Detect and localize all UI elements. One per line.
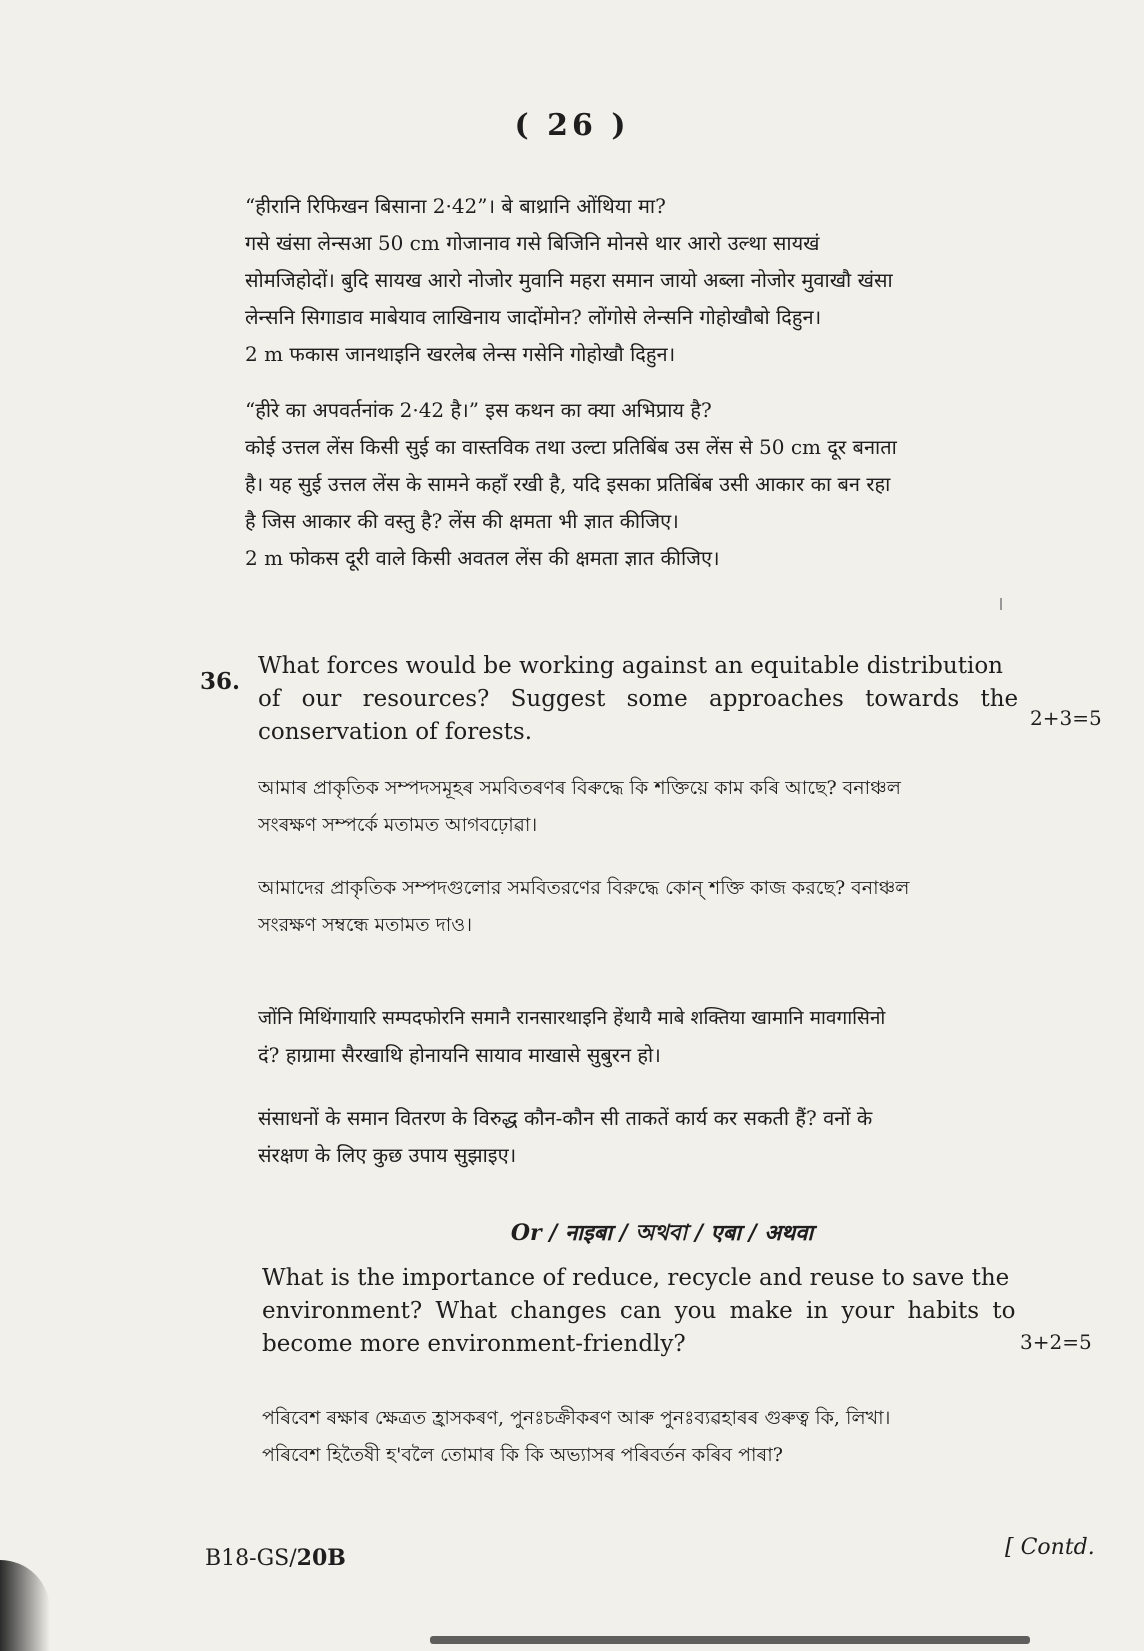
text-line: environment? What changes can you make in your habits to	[262, 1298, 1016, 1324]
q36-bodo-text	[258, 1000, 1038, 1074]
text-line: है। यह सुई उत्तल लेंस के सामने कहाँ रखी है, यदि इसका प्रतिबिंब उसी आकार का बन रहा	[245, 472, 891, 496]
question-number: 36.	[200, 668, 241, 695]
or-separator: Or / नाइबा / অথবা / एबा / अथवा	[510, 1220, 814, 1246]
q36-alt-english-text	[262, 1262, 1032, 1361]
q35-hindi-text	[245, 392, 1035, 577]
text-line: conservation of forests.	[258, 719, 533, 745]
text-line: है जिस आकार की वस्तु है? लेंस की क्षमता भी ज्ञात कीजिए।	[245, 509, 679, 533]
text-line: become more environment-friendly?	[262, 1331, 686, 1357]
text-line: পৰিবেশ হিতৈষী হ'বলৈ তোমাৰ কি কি অভ্যাসৰ পৰিবৰ্তন কৰিব পাৰা?	[262, 1444, 783, 1466]
text-line: সংরক্ষণ সম্বন্ধে মতামত দাও।	[258, 914, 472, 936]
paper-code-number: 20B	[296, 1545, 346, 1571]
text-line: “हीरे का अपवर्तनांक 2·42 है।” इस कथन का क्या अभिप्राय है?	[245, 398, 712, 422]
text-line: “हीरानि रिफिखन बिसाना 2·42”। बे बाथ्रानि ओंथिया मा?	[245, 194, 666, 218]
q36-alt-assamese-text	[262, 1400, 1042, 1474]
text-line: What is the importance of reduce, recycle and reuse to save the	[262, 1265, 1010, 1291]
stray-mark	[1000, 598, 1002, 610]
q36-bengali-text	[258, 870, 1038, 944]
text-line: 2 m फोकस दूरी वाले किसी अवतल लेंस की क्षमता ज्ञात कीजिए।	[245, 546, 720, 570]
text-line: संरक्षण के लिए कुछ उपाय सुझाइए।	[258, 1143, 517, 1167]
text-line: of our resources? Suggest some approaches towards the	[258, 686, 1019, 712]
text-line: लेन्सनि सिगाडाव माबेयाव लाखिनाय जादोंमोन? लोंगोसे लेन्सनि गोहोखौबो दिहुन।	[245, 305, 822, 329]
text-line: আমাদের প্রাকৃতিক সম্পদগুলোর সমবিতরণের বিরুদ্ধে কোন্ শক্তি কাজ করছে? বনাঞ্চল	[258, 877, 910, 899]
text-line: পৰিবেশ ৰক্ষাৰ ক্ষেত্ৰত হ্ৰাসকৰণ, পুনঃচক্ৰীকৰণ আৰু পুনঃব্যৱহাৰৰ গুৰুত্ব কি, লিখা।	[262, 1407, 891, 1429]
continued-label: [ Contd.	[1005, 1535, 1095, 1560]
text-line: कोई उत्तल लेंस किसी सुई का वास्तविक तथा उल्टा प्रतिबिंब उस लेंस से 50 cm दूर बनाता	[245, 435, 897, 459]
text-line: সংৰক্ষণ সম্পৰ্কে মতামত আগবঢ়োৱা।	[258, 814, 538, 836]
q36-hindi-text	[258, 1100, 1038, 1174]
paper-code	[205, 1545, 346, 1571]
paper-code-prefix: B18-GS/	[205, 1546, 297, 1571]
q36-english-text	[258, 650, 1028, 749]
text-line: 2 m फकास जानथाइनि खरलेब लेन्स गसेनि गोहोखौ दिहुन।	[245, 342, 676, 366]
text-line: আমাৰ প্ৰাকৃতিক সম্পদসমূহৰ সমবিতৰণৰ বিৰুদ্ধে কি শক্তিয়ে কাম কৰি আছে? বনাঞ্চল	[258, 777, 901, 799]
marks-label: 3+2=5	[1020, 1330, 1092, 1354]
q35-bodo-text	[245, 188, 1035, 373]
marks-label: 2+3=5	[1030, 706, 1102, 730]
text-line: जोंनि मिथिंगायारि सम्पदफोरनि समानै रानसारथाइनि हेंथायै माबे शक्तिया खामानि मावगासिनो	[258, 1007, 886, 1029]
page-number: ( 26 )	[514, 108, 630, 143]
text-line: संसाधनों के समान वितरण के विरुद्ध कौन-कौन सी ताकतें कार्य कर सकती हैं? वनों के	[258, 1106, 873, 1130]
text-line: What forces would be working against an equitable distribution	[258, 653, 1003, 679]
text-line: दं? हाग्रामा सैरखाथि होनायनि सायाव माखासे सुबुरन हो।	[258, 1043, 661, 1067]
text-line: सोमजिहोदों। बुदि सायख आरो नोजोर मुवानि महरा समान जायो अब्ला नोजोर मुवाखौ खंसा	[245, 268, 893, 292]
scan-edge-shadow	[430, 1636, 1030, 1644]
q36-assamese-text	[258, 770, 1038, 844]
scan-corner-shadow	[0, 1560, 50, 1651]
text-line: गसे खंसा लेन्सआ 50 cm गोजानाव गसे बिजिनि मोनसे थार आरो उल्था सायखं	[245, 231, 820, 255]
